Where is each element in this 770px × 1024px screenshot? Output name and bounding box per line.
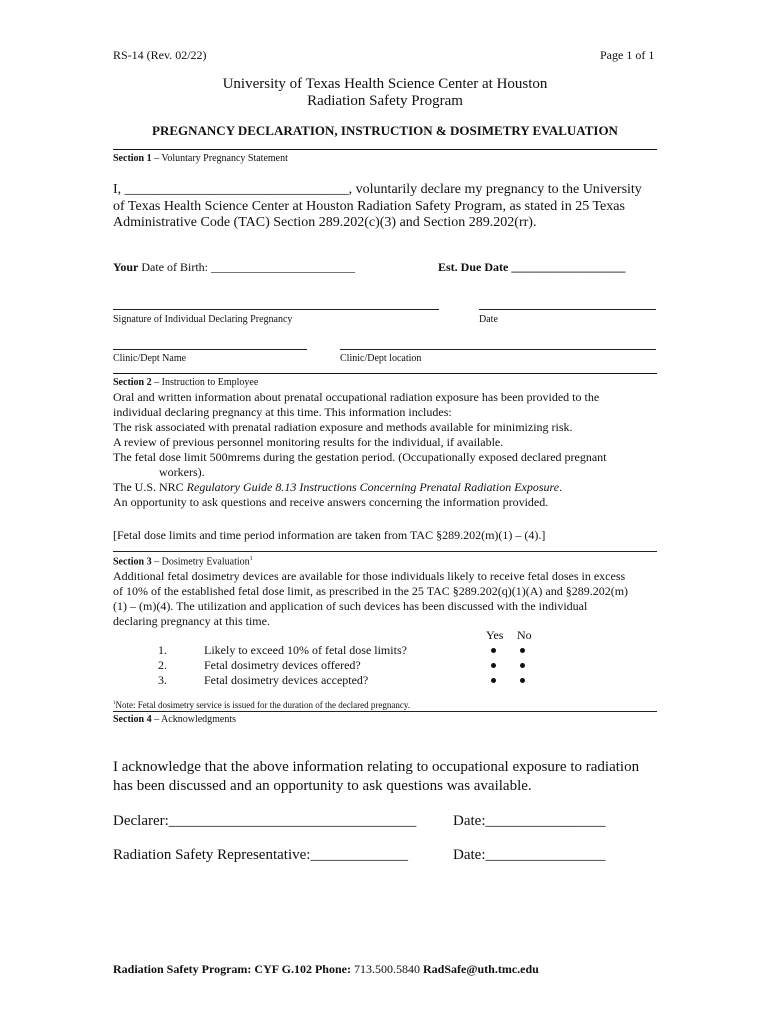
question-number: 1. xyxy=(158,643,167,657)
no-bullet[interactable] xyxy=(520,648,525,653)
question-text: Fetal dosimetry devices accepted? xyxy=(204,673,369,687)
footer-phone: 713.500.5840 xyxy=(353,962,420,976)
dob-label-bold: Your xyxy=(113,260,139,274)
signature-line[interactable] xyxy=(113,309,439,310)
question-number: 3. xyxy=(158,673,167,687)
clinic-location-label: Clinic/Dept location xyxy=(340,353,422,364)
yes-bullet[interactable] xyxy=(491,648,496,653)
section3-heading xyxy=(113,556,253,567)
section3-rule xyxy=(113,711,657,712)
question-text: Likely to exceed 10% of fetal dose limits? xyxy=(204,643,407,657)
footnote-mark: 1 xyxy=(113,701,116,706)
nrc-guide-title: Regulatory Guide 8.13 Instructions Concerning Prenatal Radiation Exposure xyxy=(186,480,560,494)
dosimetry-line: of 10% of the established fetal dose limit, as prescribed in the 25 TAC §289.202(q)(1)(A) and §289.202(m) xyxy=(113,584,629,598)
section4-heading xyxy=(113,714,236,725)
declarer-signature-field[interactable]: Declarer:_________________________________ xyxy=(113,813,417,829)
instruction-line: individual declaring pregnancy at this time. This information includes: xyxy=(113,405,452,419)
section4-heading-text: – Acknowledgments xyxy=(151,714,237,725)
acknowledgment-line: has been discussed and an opportunity to ask questions was available. xyxy=(113,778,532,794)
title-rule xyxy=(113,149,657,150)
clinic-name-label: Clinic/Dept Name xyxy=(113,353,187,364)
section2-heading-bold: Section 2 xyxy=(113,377,152,388)
clinic-name-line[interactable] xyxy=(113,349,307,350)
section3-heading-text: – Dosimetry Evaluation xyxy=(151,556,250,568)
statement-line: Administrative Code (TAC) Section 289.202(c)(3) and Section 289.202(rr). xyxy=(113,215,537,230)
no-bullet[interactable] xyxy=(520,678,525,683)
dosimetry-line: (1) – (m)(4). The utilization and application of such devices has been discussed with the individual xyxy=(113,599,588,613)
instruction-line: The fetal dose limit 500mrems during the gestation period. (Occupationally exposed declared pregnant xyxy=(113,450,607,464)
dosimetry-line: Additional fetal dosimetry devices are available for those individuals likely to receive fetal doses in excess xyxy=(113,569,626,583)
declarer-date-field[interactable]: Date:________________ xyxy=(453,813,606,829)
question-text: Fetal dosimetry devices offered? xyxy=(204,658,361,672)
signature-date-line[interactable] xyxy=(479,309,656,310)
instruction-text xyxy=(113,390,659,510)
acknowledgment-text xyxy=(113,758,659,796)
due-date-field[interactable]: Est. Due Date ___________________ xyxy=(438,260,626,274)
dosimetry-footnote xyxy=(113,700,410,710)
program-name: Radiation Safety Program xyxy=(307,93,463,109)
institution-name: University of Texas Health Science Center at Houston xyxy=(222,76,548,92)
acknowledgment-line: I acknowledge that the above information relating to occupational exposure to radiation xyxy=(113,759,640,775)
form-id: RS-14 (Rev. 02/22) xyxy=(113,48,207,62)
rso-signature-field[interactable]: Radiation Safety Representative:_____________ xyxy=(113,847,408,863)
instruction-line: workers). xyxy=(159,465,205,479)
footer-email: RadSafe@uth.tmc.edu xyxy=(419,962,539,976)
question-number: 2. xyxy=(158,658,167,672)
dob-label-text: Date of Birth: ________________________ xyxy=(138,260,355,274)
footnote-text: Note: Fetal dosimetry service is issued for the duration of the declared pregnancy. xyxy=(115,700,411,710)
yes-bullet[interactable] xyxy=(491,678,496,683)
page-number: Page 1 of 1 xyxy=(600,48,655,62)
instruction-line: A review of previous personnel monitoring results for the individual, if available. xyxy=(113,435,504,449)
footer-program: Radiation Safety Program: CYF G.102 Phone: xyxy=(113,962,354,976)
statement-line: of Texas Health Science Center at Houston Radiation Safety Program, as stated in 25 Texas xyxy=(113,198,625,214)
no-bullet[interactable] xyxy=(520,663,525,668)
section2-heading-text: – Instruction to Employee xyxy=(151,377,259,388)
section2-rule xyxy=(113,551,657,552)
section1-heading-bold: Section 1 xyxy=(113,153,152,164)
nrc-suffix: . xyxy=(559,480,563,494)
section3-heading-bold: Section 3 xyxy=(113,556,152,568)
yes-column-header: Yes xyxy=(486,628,504,642)
instruction-line: The risk associated with prenatal radiation exposure and methods available for minimizing risk. xyxy=(113,420,573,434)
rso-date-field[interactable]: Date:________________ xyxy=(453,847,606,863)
dosimetry-line: declaring pregnancy at this time. xyxy=(113,614,270,628)
section1-rule xyxy=(113,373,657,374)
pregnancy-statement xyxy=(113,182,659,232)
instruction-line: Oral and written information about prenatal occupational radiation exposure has been provided to the xyxy=(113,390,600,404)
instruction-line: An opportunity to ask questions and receive answers concerning the information provided. xyxy=(113,495,549,509)
statement-line: I, ________________________________, voluntarily declare my pregnancy to the University xyxy=(113,182,642,197)
date-label: Date xyxy=(479,314,498,325)
section1-heading xyxy=(113,153,288,164)
yes-bullet[interactable] xyxy=(491,663,496,668)
nrc-guide-line xyxy=(113,480,659,495)
clinic-location-line[interactable] xyxy=(340,349,656,350)
dosimetry-text xyxy=(113,569,659,629)
no-column-header: No xyxy=(517,628,532,642)
section4-heading-bold: Section 4 xyxy=(113,714,152,725)
fetal-dose-note: [Fetal dose limits and time period information are taken from TAC §289.202(m)(1) – (4).] xyxy=(113,528,546,542)
date-of-birth-field[interactable] xyxy=(113,260,355,275)
section3-footnote-mark: 1 xyxy=(249,556,253,562)
section2-heading xyxy=(113,377,258,388)
page-title: PREGNANCY DECLARATION, INSTRUCTION & DOSIMETRY EVALUATION xyxy=(152,123,618,138)
section1-heading-text: – Voluntary Pregnancy Statement xyxy=(151,153,288,164)
signature-label: Signature of Individual Declaring Pregnancy xyxy=(113,314,293,325)
footer-contact xyxy=(113,962,539,977)
nrc-prefix: The U.S. NRC xyxy=(113,480,187,494)
